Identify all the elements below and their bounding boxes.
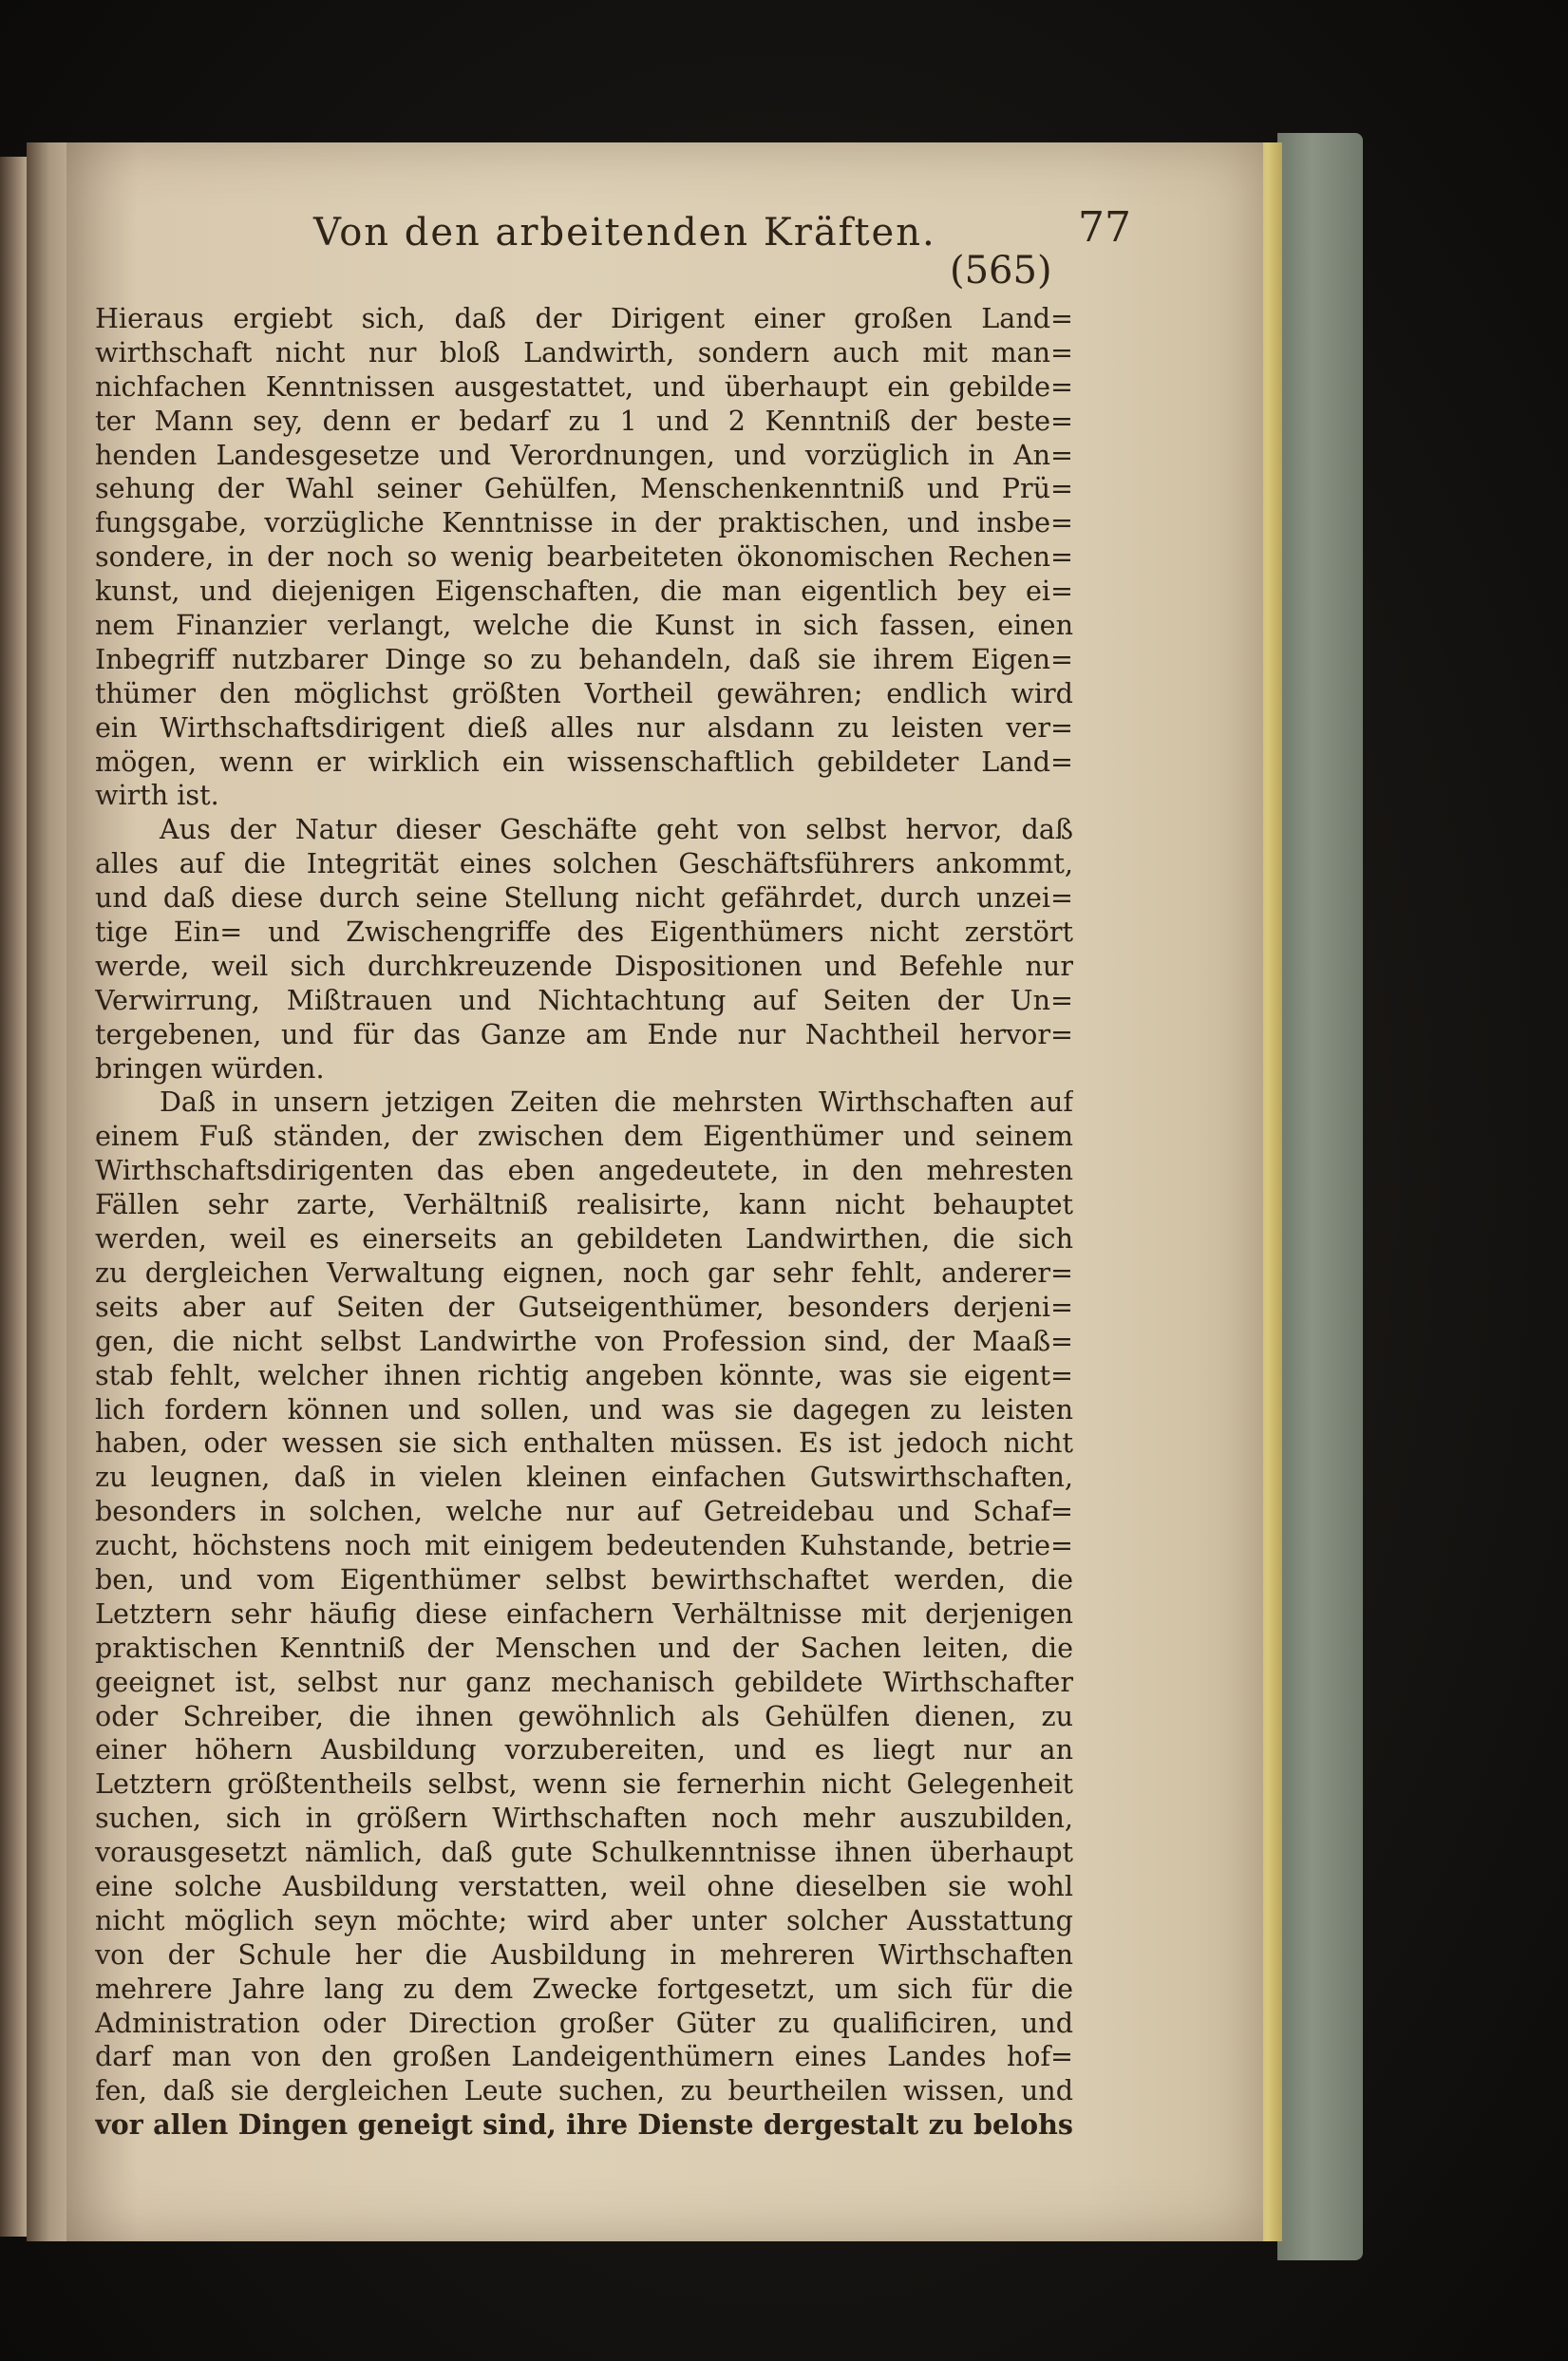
text-line: zu dergleichen Verwaltung eignen, noch gar sehr fehlt, anderer= — [95, 1256, 1073, 1289]
text-line: thümer den möglichst größten Vortheil gewähren; endlich wird — [95, 676, 1073, 709]
text-line: sehung der Wahl seiner Gehülfen, Menschenkenntniß und Prü= — [95, 472, 1073, 505]
text-line: ter Mann sey, denn er bedarf zu 1 und 2 Kenntniß der beste= — [95, 404, 1073, 437]
text-line: Letztern sehr häufig diese einfachern Verhältnisse mit derjenigen — [95, 1596, 1073, 1630]
text-line: ein Wirthschaftsdirigent dieß alles nur alsdann zu leisten ver= — [95, 710, 1073, 744]
text-line: zu leugnen, daß in vielen kleinen einfachen Gutswirthschaften, — [95, 1461, 1073, 1494]
text-line: bringen würden. — [95, 1051, 325, 1085]
text-line: nichfachen Kenntnissen ausgestattet, und überhaupt ein gebilde= — [95, 369, 1073, 403]
text-line: zucht, höchstens noch mit einigem bedeutenden Kuhstande, betrie= — [95, 1529, 1073, 1562]
text-line: wirthschaft nicht nur bloß Landwirth, sondern auch mit man= — [95, 335, 1073, 368]
text-line: sondere, in der noch so wenig bearbeiteten ökonomischen Rechen= — [95, 540, 1073, 574]
text-line: geeignet ist, selbst nur ganz mechanisch gebildete Wirthschafter — [95, 1665, 1073, 1698]
text-line: fen, daß sie dergleichen Leute suchen, zu beurtheilen wissen, und — [95, 2074, 1073, 2107]
text-line: Aus der Natur dieser Geschäfte geht von selbst hervor, daß — [160, 813, 1073, 846]
text-line: Inbegriff nutzbarer Dinge so zu behandeln, daß sie ihrem Eigen= — [95, 642, 1073, 675]
text-line: seits aber auf Seiten der Gutseigenthümer, besonders derjeni= — [95, 1290, 1073, 1323]
text-line: tige Ein= und Zwischengriffe des Eigenthümers nicht zerstört — [95, 916, 1073, 949]
text-line: stab fehlt, welcher ihnen richtig angeben könnte, was sie eigent= — [95, 1358, 1073, 1391]
text-line: Hieraus ergiebt sich, daß der Dirigent einer großen Land= — [95, 302, 1073, 334]
text-line: fungsgabe, vorzügliche Kenntnisse in der praktischen, und insbe= — [95, 506, 1073, 539]
text-line: nicht möglich seyn möchte; wird aber unter solcher Ausstattung — [95, 1903, 1073, 1936]
text-line: darf man von den großen Landeigenthümern eines Landes hof= — [95, 2040, 1073, 2073]
text-line: ben, und vom Eigenthümer selbst bewirthschaftet werden, die — [95, 1562, 1073, 1596]
running-header: Von den arbeitenden Kräften. — [313, 211, 936, 255]
text-line: und daß diese durch seine Stellung nicht gefährdet, durch unzei= — [95, 881, 1073, 915]
text-line: kunst, und diejenigen Eigenschaften, die man eigentlich bey ei= — [95, 575, 1073, 608]
text-line: Administration oder Direction großer Güter zu qualificiren, und — [95, 2006, 1073, 2039]
book-cover — [1277, 133, 1363, 2260]
text-line: oder Schreiber, die ihnen gewöhnlich als Gehülfen dienen, zu — [95, 1699, 1073, 1732]
text-line: haben, oder wessen sie sich enthalten müssen. Es ist jedoch nicht — [95, 1426, 1073, 1460]
text-line: Fällen sehr zarte, Verhältniß realisirte, kann nicht behauptet — [95, 1188, 1073, 1221]
body-text — [95, 302, 1073, 2143]
text-line: von der Schule her die Ausbildung in mehreren Wirthschaften — [95, 1937, 1073, 1971]
page-number: 77 — [1078, 203, 1131, 252]
text-line: mehrere Jahre lang zu dem Zwecke fortgesetzt, um sich für die — [95, 1972, 1073, 2005]
text-line: tergebenen, und für das Ganze am Ende nur Nachtheil hervor= — [95, 1017, 1073, 1050]
text-line: gen, die nicht selbst Landwirthe von Profession sind, der Maaß= — [95, 1324, 1073, 1357]
text-line: Verwirrung, Mißtrauen und Nichtachtung auf Seiten der Un= — [95, 983, 1073, 1016]
text-line: besonders in solchen, welche nur auf Getreidebau und Schaf= — [95, 1495, 1073, 1528]
text-line: mögen, wenn er wirklich ein wissenschaftlich gebildeter Land= — [95, 745, 1073, 778]
text-line: wirth ist. — [95, 779, 219, 812]
text-line: suchen, sich in größern Wirthschaften noch mehr auszubilden, — [95, 1802, 1073, 1835]
text-line: praktischen Kenntniß der Menschen und der Sachen leiten, die — [95, 1631, 1073, 1664]
text-line: Daß in unsern jetzigen Zeiten die mehrsten Wirthschaften auf — [160, 1086, 1073, 1119]
left-page-edge — [0, 157, 27, 2237]
text-line: vorausgesetzt nämlich, daß gute Schulkenntnisse ihnen überhaupt — [95, 1836, 1073, 1869]
signature-mark: (565) — [950, 249, 1052, 293]
text-line: einer höhern Ausbildung vorzubereiten, und es liegt nur an — [95, 1733, 1073, 1766]
text-line: einem Fuß ständen, der zwischen dem Eigenthümer und seinem — [95, 1120, 1073, 1153]
text-line: eine solche Ausbildung verstatten, weil ohne dieselben sie wohl — [95, 1869, 1073, 1902]
text-line: alles auf die Integrität eines solchen Geschäftsführers ankommt, — [95, 847, 1073, 880]
text-line: werden, weil es einerseits an gebildeten Landwirthen, die sich — [95, 1222, 1073, 1256]
text-line: werde, weil sich durchkreuzende Dispositionen und Befehle nur — [95, 949, 1073, 982]
text-line: nem Finanzier verlangt, welche die Kunst in sich fassen, einen — [95, 609, 1073, 642]
text-line: vor allen Dingen geneigt sind, ihre Dienste dergestalt zu belohs — [95, 2108, 1073, 2142]
text-line: lich fordern können und sollen, und was sie dagegen zu leisten — [95, 1392, 1073, 1426]
text-line: Letztern größtentheils selbst, wenn sie fernerhin nicht Gelegenheit — [95, 1767, 1073, 1801]
text-line: Wirthschaftsdirigenten das eben angedeutete, in den mehresten — [95, 1154, 1073, 1187]
text-line: henden Landesgesetze und Verordnungen, und vorzüglich in An= — [95, 438, 1073, 471]
